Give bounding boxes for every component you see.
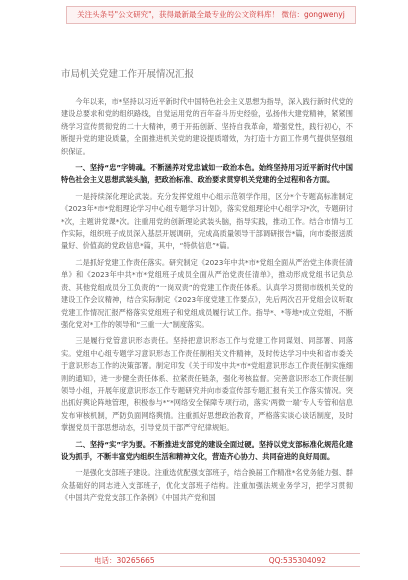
footer-phone: 电话：30265665 [94, 555, 155, 565]
body-paragraph: 二是抓好党建工作责任落实。研究制定《2023年中共*市*党组全面从严治党主体责任清单》和《2023年中共*市*党组班子成员全面从严治党责任清单》，推动形成党组书记负总责、其他党组成员分工负责的“一岗双责”的党建工作责任体系。认真学习贯彻市级机关党的建设工作会议精神，结合实际制定《2023年度党建工作要点》，先后两次召开党组会议听取党建工作情况汇报严格落实党组班子和党组成员履行试工作。指导*、*等地*成立党组，不断强化党对*工作的领导和“三重一大”制度落实。 [61, 257, 353, 329]
section-heading-2: 二、坚持“实”字为要。不断推进支部党的建设全面过硬。坚持以党支部标准化规范化建设为抓手，不断丰富党内组织生活和精神文化，营造齐心协力、共同奋进的良好局面。 [61, 439, 353, 461]
intro-paragraph: 今年以来，市*坚持以习近平新时代中国特色社会主义思想为指导，深入践行新时代党的建设总要求和党的组织路线，自觉运用党的百年奋斗历史经验，弘扬伟大建党精神，紧紧围绕学习宣传贯彻党的二十大精神，勇于开拓创新、坚持自我革命，增强党性，践行初心，不断提升党的建设质量，全面推进机关党的建设提质增效，为打造十方面工作勇气提供坚强组织保证。 [61, 97, 353, 156]
footer-qq: QQ:535304092 [268, 555, 326, 565]
promo-banner[interactable]: 关注头条号"公文研究"，获得最新最全最专业的公文资料库！ 微信：gongwenyj [66, 6, 356, 24]
page-title: 市局机关党建工作开展情况汇报 [61, 69, 195, 80]
section-heading-1: 一、坚持“忠”字铸魂。不断涵养对党忠诚如一政治本色。始终坚持用习近平新时代中国特色社会主义思想武装头脑，把政治标准、政治要求贯穿机关党建的全过程和各方面。 [61, 163, 353, 185]
body-paragraph: 三是履行党管意识形态责任。坚持把意识形态工作与党建工作同谋划、同部署、同落实。党组中心组专题学习意识形态工作责任制相关文件精神，及时传达学习中央和省市委关于意识形态工作的决策部署。制定印发《关于印发中共*市*党组意识形态工作责任制实施细则的通知》，进一步健全责任体系、拉紧责任链条，强化考核监督。完善意识形态工作责任制领导小组，开展年度意识形态工作专题研究并向市委宣传部专题汇报有关工作落实情况。突出抓好舆论阵地管理，积极参与*“*网络安全保障专项行动，落实‘两微一端’专人专管和信息发布审核机制，严防负面网络舆情。注重抓好思想政治教育，严格落实谈心谈话制度，及时掌握党员干部思想动态，引导党员干部严守纪律规矩。 [61, 336, 353, 433]
body-paragraph: 一是强化支部班子建设。注重选优配强支部班子，结合换届工作精准*名党务能力强、群众基础好的同志进入支部班子，优化支部班子结构。注重加强法规业务学习，把学习贯彻《中国共产党党支部工作条例》《中国共产党和国 [61, 468, 353, 503]
document-body [61, 96, 353, 509]
body-paragraph: 一是持续深化理论武装。充分发挥党组中心组示范领学作用，区分*个专题高标准制定《2023年*市*党组理论学习中心组专题学习计划》，落实党组理论中心组学习*次，专题研讨*次，主题讲党课*次。注重用党的创新理论武装头脑，指导实践，推动工作。结合市情与工作实际，组织班子成员深入基层开展调研，完成高质量领导干部调研报告*篇，向市委报送质量好、价值高的党政信息*篇，其中，“特供信息”*篇。 [61, 191, 353, 251]
contact-footer [60, 553, 360, 567]
